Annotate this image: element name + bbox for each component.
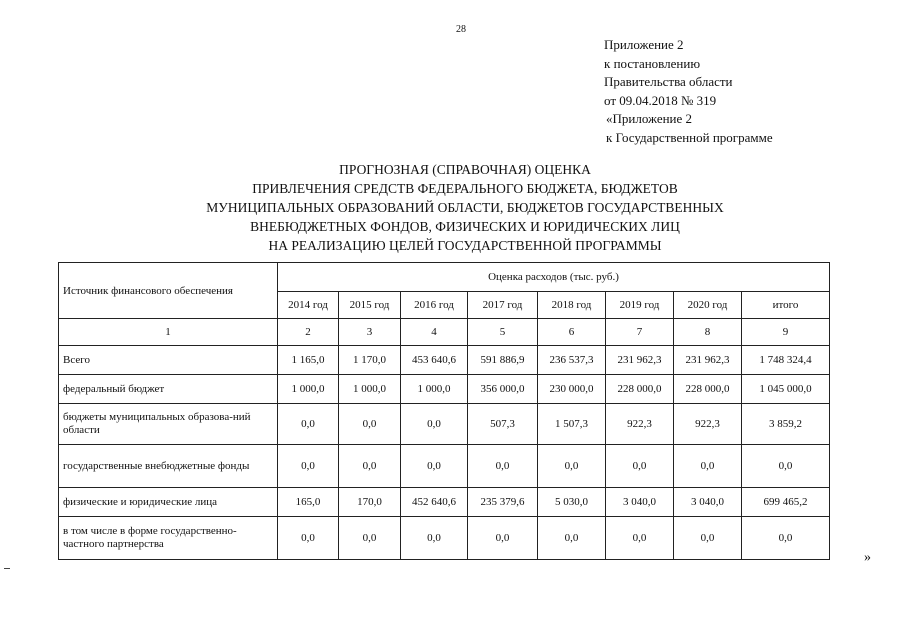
appendix-line: «Приложение 2 bbox=[606, 111, 693, 126]
table-cell: 0,0 bbox=[674, 445, 742, 488]
table-cell: 922,3 bbox=[606, 404, 674, 445]
table-cell: 165,0 bbox=[278, 488, 339, 517]
table-cell: 230 000,0 bbox=[538, 375, 606, 404]
table-cell: 0,0 bbox=[278, 445, 339, 488]
table-cell: 0,0 bbox=[468, 517, 538, 560]
table-cell: 0,0 bbox=[401, 517, 468, 560]
appendix-line: к постановлению bbox=[604, 55, 701, 71]
column-header: 2016 год bbox=[401, 292, 468, 319]
column-number: 2 bbox=[278, 319, 339, 346]
numbering-row bbox=[59, 319, 830, 346]
estimate-header: Оценка расходов (тыс. руб.) bbox=[278, 263, 830, 292]
table-cell: 0,0 bbox=[606, 445, 674, 488]
row-label: федеральный бюджет bbox=[59, 375, 278, 404]
column-header: 2018 год bbox=[538, 292, 606, 319]
row-label: в том числе в форме государственно-частного партнерства bbox=[59, 517, 278, 560]
table-cell: 0,0 bbox=[339, 445, 401, 488]
column-header: 2020 год bbox=[674, 292, 742, 319]
table-cell: 1 000,0 bbox=[401, 375, 468, 404]
scan-artifact bbox=[4, 568, 10, 569]
title-line: НА РЕАЛИЗАЦИЮ ЦЕЛЕЙ ГОСУДАРСТВЕННОЙ ПРОГРАММЫ bbox=[268, 238, 662, 253]
appendix-line: Правительства области bbox=[604, 74, 733, 89]
table-cell: 1 000,0 bbox=[278, 375, 339, 404]
table-cell: 3 040,0 bbox=[606, 488, 674, 517]
table-cell: 507,3 bbox=[468, 404, 538, 445]
table-row bbox=[59, 517, 830, 560]
column-header: 2017 год bbox=[468, 292, 538, 319]
table-cell: 0,0 bbox=[278, 517, 339, 560]
table-row bbox=[59, 488, 830, 517]
column-header: 2014 год bbox=[278, 292, 339, 319]
table-cell: 0,0 bbox=[742, 517, 830, 560]
table-cell: 356 000,0 bbox=[468, 375, 538, 404]
document-title bbox=[80, 160, 850, 255]
column-number: 6 bbox=[538, 319, 606, 346]
column-number: 1 bbox=[59, 319, 278, 346]
table-cell: 0,0 bbox=[674, 517, 742, 560]
column-number: 5 bbox=[468, 319, 538, 346]
column-number: 8 bbox=[674, 319, 742, 346]
table-cell: 0,0 bbox=[339, 404, 401, 445]
table-cell: 0,0 bbox=[401, 445, 468, 488]
table-cell: 699 465,2 bbox=[742, 488, 830, 517]
column-number: 4 bbox=[401, 319, 468, 346]
table-cell: 228 000,0 bbox=[606, 375, 674, 404]
table-cell: 231 962,3 bbox=[606, 346, 674, 375]
table-cell: 0,0 bbox=[339, 517, 401, 560]
table-cell: 1 165,0 bbox=[278, 346, 339, 375]
title-line: ПРИВЛЕЧЕНИЯ СРЕДСТВ ФЕДЕРАЛЬНОГО БЮДЖЕТА, БЮДЖЕТОВ bbox=[252, 181, 678, 196]
table-cell: 922,3 bbox=[674, 404, 742, 445]
table-cell: 0,0 bbox=[606, 517, 674, 560]
table-cell: 3 859,2 bbox=[742, 404, 830, 445]
table-cell: 1 748 324,4 bbox=[742, 346, 830, 375]
table-cell: 0,0 bbox=[538, 517, 606, 560]
column-header: 2015 год bbox=[339, 292, 401, 319]
closing-quote-mark: » bbox=[864, 550, 871, 565]
column-number: 7 bbox=[606, 319, 674, 346]
row-label: физические и юридические лица bbox=[59, 488, 278, 517]
table-cell: 1 045 000,0 bbox=[742, 375, 830, 404]
appendix-line: Приложение 2 bbox=[604, 37, 684, 52]
appendix-line: от 09.04.2018 № 319 bbox=[604, 92, 717, 108]
page-number: 28 bbox=[456, 24, 466, 35]
column-number: 9 bbox=[742, 319, 830, 346]
row-label: государственные внебюджетные фонды bbox=[59, 445, 278, 488]
row-label: бюджеты муниципальных образова-ний области bbox=[59, 404, 278, 445]
table-row bbox=[59, 445, 830, 488]
table-cell: 231 962,3 bbox=[674, 346, 742, 375]
table-cell: 591 886,9 bbox=[468, 346, 538, 375]
table-cell: 5 030,0 bbox=[538, 488, 606, 517]
appendix-line: к Государственной программе bbox=[606, 129, 773, 145]
table-cell: 453 640,6 bbox=[401, 346, 468, 375]
title-line: ВНЕБЮДЖЕТНЫХ ФОНДОВ, ФИЗИЧЕСКИХ И ЮРИДИЧЕСКИХ ЛИЦ bbox=[250, 219, 680, 234]
table-row bbox=[59, 346, 830, 375]
table-cell: 235 379,6 bbox=[468, 488, 538, 517]
table-cell: 1 000,0 bbox=[339, 375, 401, 404]
table-cell: 170,0 bbox=[339, 488, 401, 517]
table-row bbox=[59, 404, 830, 445]
column-header: итого bbox=[742, 292, 830, 319]
table-cell: 0,0 bbox=[742, 445, 830, 488]
column-header: 2019 год bbox=[606, 292, 674, 319]
table-cell: 1 507,3 bbox=[538, 404, 606, 445]
title-line: МУНИЦИПАЛЬНЫХ ОБРАЗОВАНИЙ ОБЛАСТИ, БЮДЖЕТОВ ГОСУДАРСТВЕННЫХ bbox=[206, 200, 724, 215]
table-cell: 0,0 bbox=[401, 404, 468, 445]
finance-table bbox=[58, 262, 830, 560]
table-cell: 228 000,0 bbox=[674, 375, 742, 404]
table-cell: 0,0 bbox=[468, 445, 538, 488]
column-number: 3 bbox=[339, 319, 401, 346]
row-label: Всего bbox=[59, 346, 278, 375]
table-cell: 3 040,0 bbox=[674, 488, 742, 517]
table-cell: 1 170,0 bbox=[339, 346, 401, 375]
table-row bbox=[59, 375, 830, 404]
table-cell: 236 537,3 bbox=[538, 346, 606, 375]
table-cell: 0,0 bbox=[538, 445, 606, 488]
table-cell: 452 640,6 bbox=[401, 488, 468, 517]
source-header: Источник финансового обеспечения bbox=[59, 263, 278, 319]
table-cell: 0,0 bbox=[278, 404, 339, 445]
appendix-reference bbox=[604, 36, 773, 147]
title-line: ПРОГНОЗНАЯ (СПРАВОЧНАЯ) ОЦЕНКА bbox=[339, 162, 591, 177]
